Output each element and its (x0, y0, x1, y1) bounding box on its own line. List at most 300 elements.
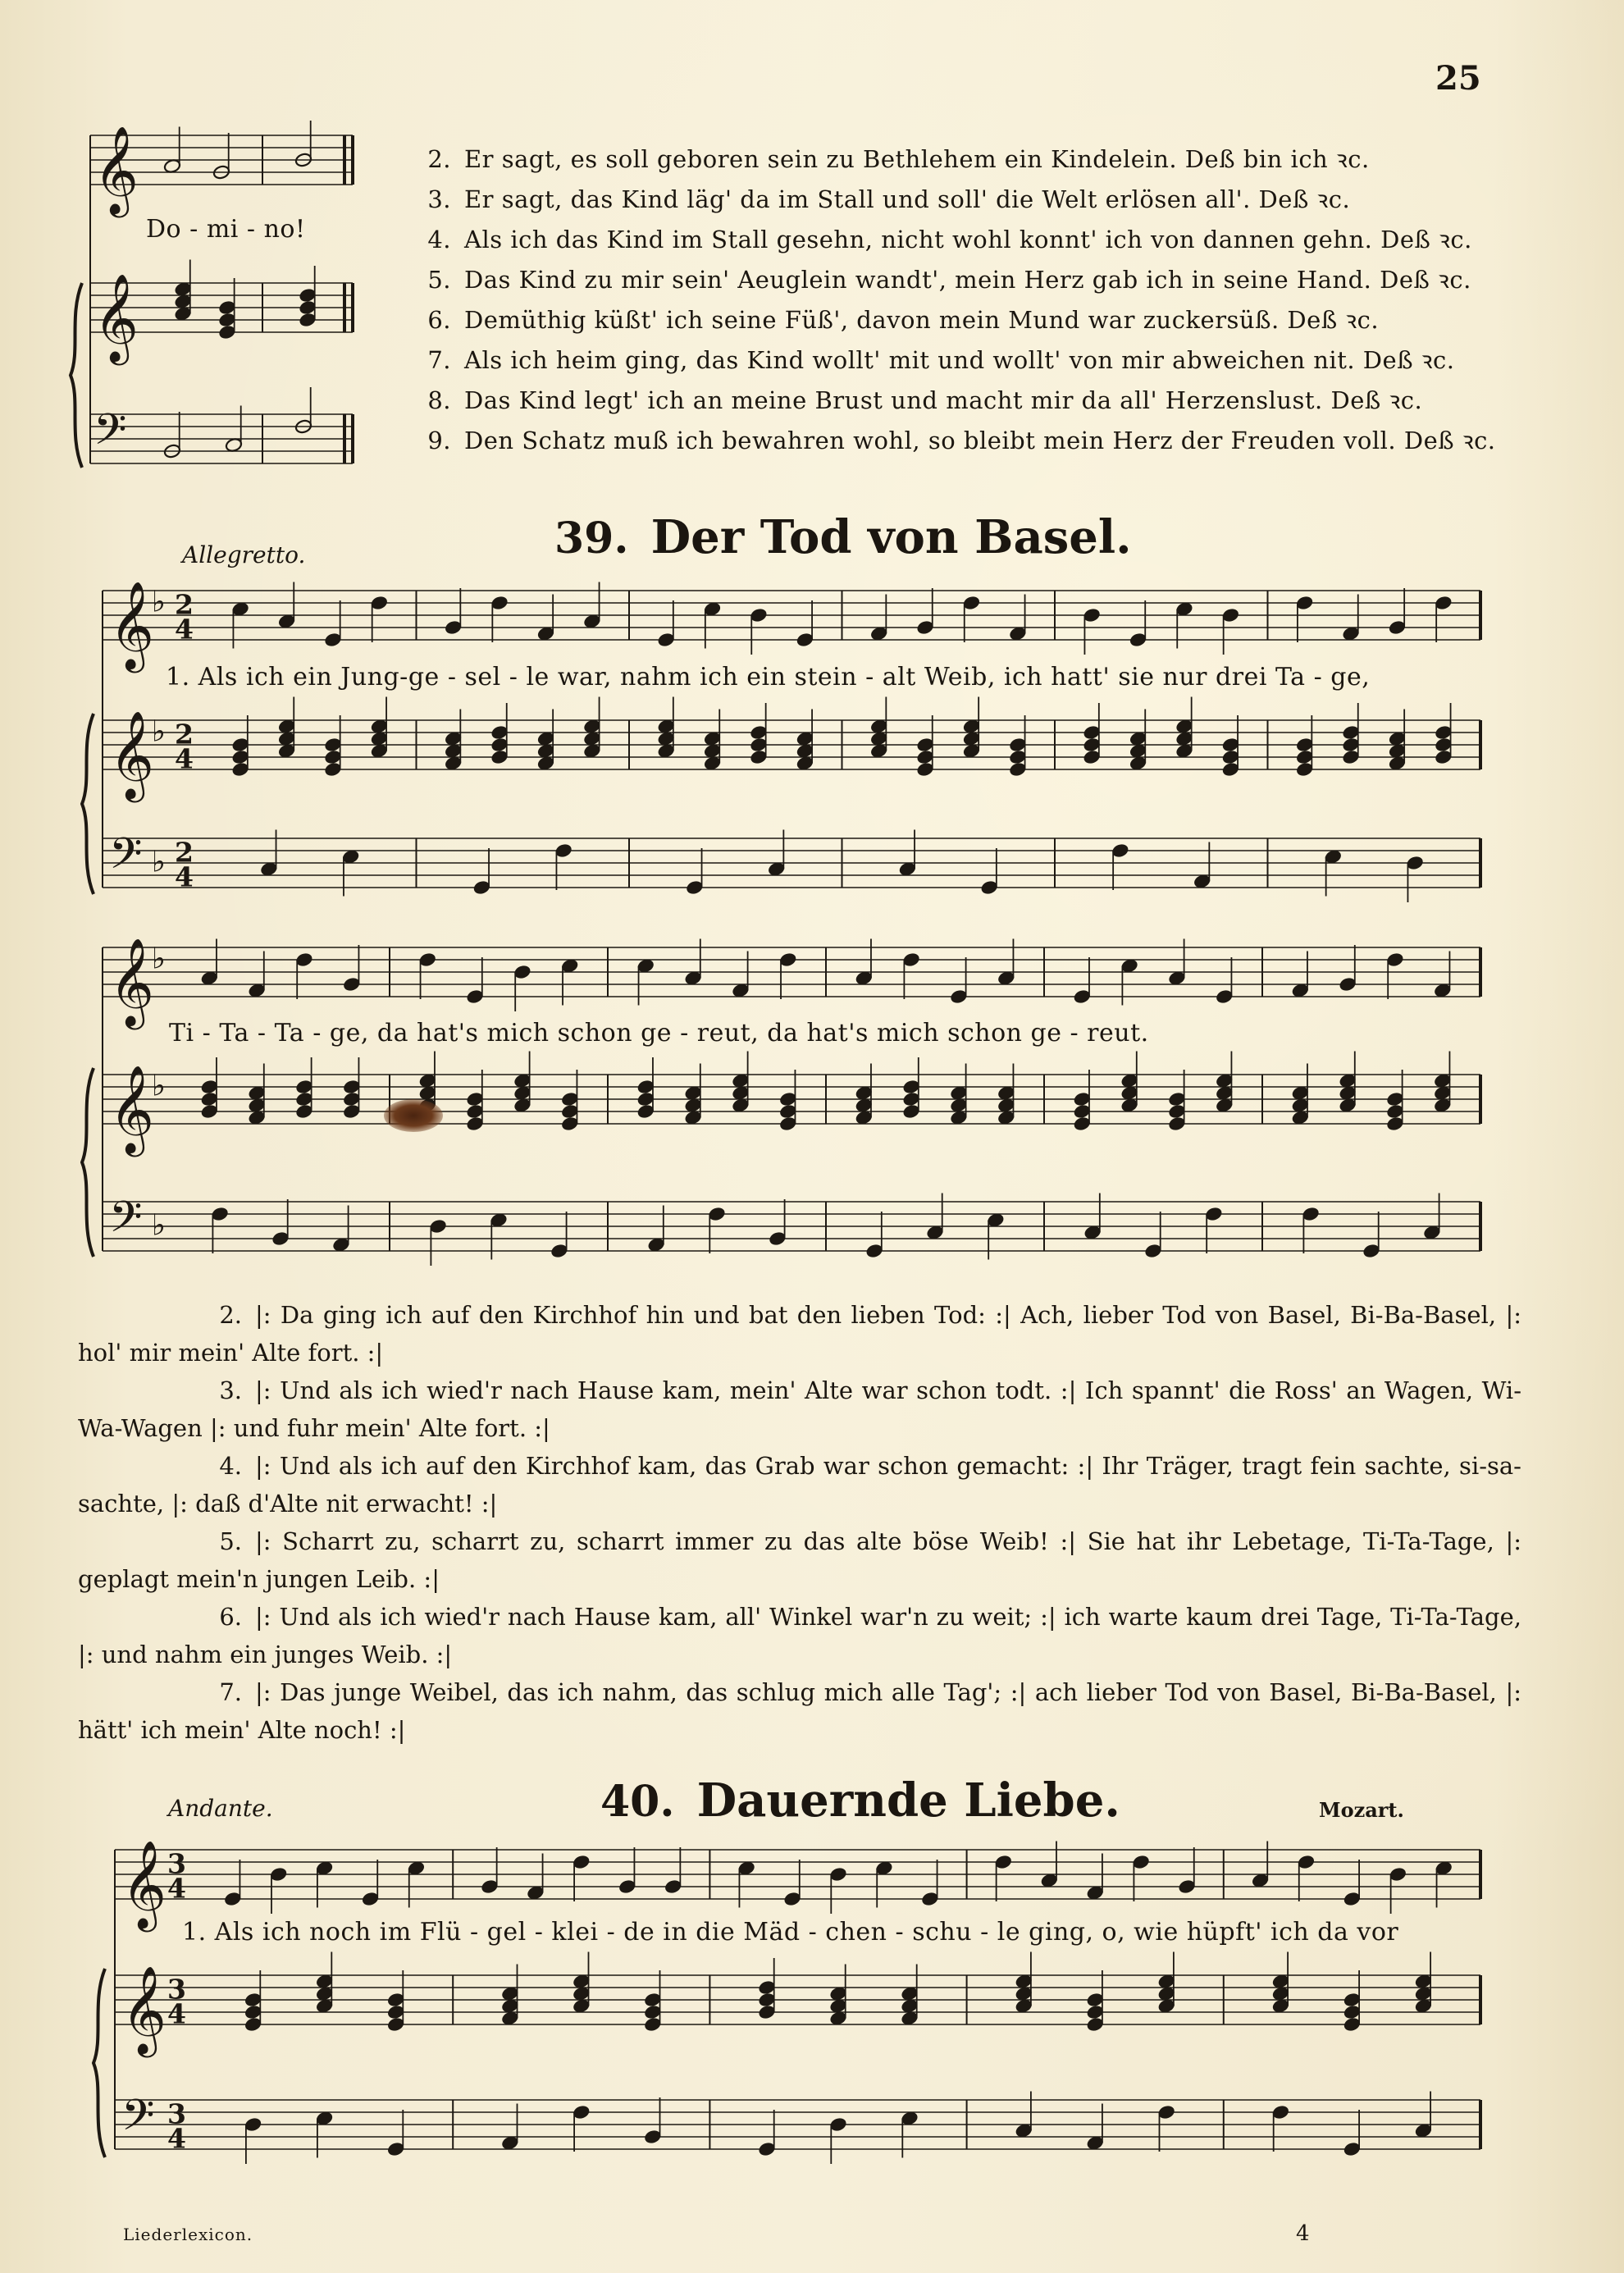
note-head (1216, 1073, 1234, 1089)
note-head (481, 1878, 499, 1894)
verse-number: 6. (427, 306, 451, 334)
note-head (583, 743, 601, 759)
note-head (769, 1230, 787, 1246)
note-head (316, 1860, 334, 1876)
note-head (561, 1116, 579, 1131)
note-head (244, 2004, 262, 2020)
note-head (1178, 1878, 1196, 1894)
stanza-text: |: Und als ich auf den Kirchhof kam, das Grab war schon gemacht: :| Ihr Träger, tragt fein sachte, si-sa-sachte, |: daß d'Alte nit erwacht! :| (78, 1452, 1521, 1518)
note-head (657, 743, 675, 759)
verse-line (410, 424, 1496, 464)
note-head (1083, 607, 1101, 623)
note-head (703, 755, 721, 771)
treble-clef-icon: 𝄞 (109, 937, 154, 1026)
brace (94, 1969, 105, 2157)
note-head (418, 1085, 436, 1101)
note-head (1221, 607, 1239, 623)
time-signature: 2 (175, 588, 194, 621)
note-head (1291, 1110, 1309, 1125)
note-head (513, 964, 531, 979)
note-head (1343, 2004, 1361, 2020)
note-head (295, 1079, 313, 1094)
stanza (78, 1372, 1521, 1447)
note-head (902, 1079, 920, 1094)
note-head (1120, 958, 1138, 974)
note-head (1414, 1998, 1432, 2014)
treble-clef-icon: 𝄞 (94, 272, 139, 362)
note-head (1168, 1116, 1186, 1131)
note-head (316, 1974, 334, 1989)
note-head (1129, 755, 1147, 771)
note-head (1362, 1243, 1380, 1258)
verse-text: Er sagt, das Kind läg' da im Stall und soll' die Welt erlösen all'. Deß ꝛc. (464, 185, 1351, 213)
note-head (1386, 1091, 1404, 1107)
note-head (1388, 755, 1406, 771)
note-head (1339, 1073, 1357, 1089)
note-head (758, 1992, 776, 2007)
note-head (1291, 983, 1309, 998)
note-head (244, 2116, 262, 2132)
flat-icon: ♭ (152, 714, 166, 749)
verse-line (410, 143, 1496, 183)
stanza (78, 1296, 1521, 1372)
note-head (1157, 1974, 1175, 1989)
note-head (1302, 1206, 1320, 1221)
note-head (1129, 632, 1147, 647)
note-head (870, 719, 888, 734)
note-head (1083, 1225, 1102, 1240)
note-head (1009, 761, 1027, 777)
page-number: 25 (1435, 59, 1481, 98)
note-head (1342, 737, 1360, 752)
note-head (174, 306, 192, 322)
note-head (644, 2016, 662, 2032)
note-head (244, 1992, 262, 2007)
note-head (1434, 1085, 1452, 1101)
note-head (277, 731, 295, 746)
note-head (779, 952, 797, 967)
note-head (1168, 1091, 1186, 1107)
note-head (211, 1206, 229, 1221)
treble-clef-icon: 𝄞 (109, 1064, 154, 1153)
flat-icon: ♭ (152, 845, 166, 879)
lyrics-line: 1. Als ich noch im Flü - gel - klei - de in die Mäd - chen - schu - le ging, o, wie hüpft' ich da vor (182, 1918, 1399, 1947)
verse-text: Er sagt, es soll geboren sein zu Bethlehem ein Kindelein. Deß bin ich ꝛc. (464, 145, 1370, 173)
note-head (1073, 1103, 1091, 1119)
paper-stain (384, 1099, 443, 1132)
note-head (513, 1073, 531, 1089)
note-head (664, 1878, 682, 1894)
flat-icon: ♭ (152, 942, 166, 976)
time-signature: 2 (175, 718, 194, 751)
stanza-text: |: Und als ich wied'r nach Hause kam, mein' Alte war schon todt. :| Ich spannt' die Ross' an Wagen, Wi-Wa-Wagen |: und fuhr mein' Alte fort. :| (78, 1376, 1521, 1442)
note-head (950, 1085, 968, 1101)
bass-clef-icon: 𝄢 (121, 2090, 155, 2151)
note-head (950, 988, 968, 1004)
note-head (686, 879, 704, 895)
note-head (324, 761, 342, 777)
note-head (901, 2011, 919, 2026)
note-head (1434, 1073, 1452, 1089)
note-head (583, 614, 601, 629)
note-head (758, 2004, 776, 2020)
note-head (370, 719, 388, 734)
note-head (1193, 874, 1211, 889)
brace (82, 1068, 94, 1257)
note-head (1009, 626, 1027, 641)
note-head (1009, 737, 1027, 752)
note-head (260, 861, 278, 877)
note-head (962, 595, 980, 610)
verse-line (410, 344, 1496, 384)
song-heading (600, 1773, 1120, 1828)
note-head (1339, 1085, 1357, 1101)
note-head (796, 731, 814, 746)
note-head (732, 1073, 750, 1089)
note-head (855, 1110, 873, 1125)
note-head (1216, 1098, 1234, 1113)
note-head (218, 324, 236, 340)
note-head (527, 1885, 545, 1901)
note-head (870, 626, 888, 641)
treble-clef-icon: 𝄞 (109, 710, 154, 799)
note-head (561, 1091, 579, 1107)
note-head (783, 1891, 801, 1906)
note-head (536, 731, 554, 746)
note-head (1386, 1103, 1404, 1119)
note-head (573, 1998, 591, 2014)
note-head (644, 2129, 662, 2144)
note-head (997, 970, 1015, 986)
note-head (490, 724, 509, 740)
verse-text: Demüthig küßt' ich seine Füß', davon mein Mund war zuckersüß. Deß ꝛc. (464, 306, 1380, 334)
note-head (583, 719, 601, 734)
stanza (78, 1522, 1521, 1598)
note-head (271, 1230, 290, 1246)
verse-number: 5. (427, 266, 451, 294)
note-head (962, 731, 980, 746)
tempo-marking: Andante. (168, 1795, 273, 1822)
note-head (1386, 1116, 1404, 1131)
song-title: Dauernde Liebe. (696, 1773, 1120, 1828)
note-head (1073, 1091, 1091, 1107)
verse-line (410, 263, 1496, 304)
note-head (1435, 724, 1453, 740)
flat-icon: ♭ (152, 1208, 166, 1243)
note-head (490, 595, 509, 610)
brace (71, 283, 82, 468)
note-head (429, 1218, 447, 1234)
note-head (618, 1878, 636, 1894)
lyrics-line: 1. Als ich ein Jung-ge - sel - le war, nahm ich ein stein - alt Weib, ich hatt' sie nur drei Ta - ge, (166, 663, 1371, 691)
note-head (1015, 1986, 1033, 2001)
note-head (997, 1085, 1015, 1101)
note-head (407, 1860, 425, 1876)
time-signature: 4 (167, 1997, 186, 2030)
note-head (466, 1103, 484, 1119)
verse-text: Als ich heim ging, das Kind wollt' mit und wollt' von mir abweichen nit. Deß ꝛc. (464, 346, 1455, 374)
note-head (684, 970, 702, 986)
verse-number: 7. (427, 346, 451, 374)
note-head (916, 619, 934, 635)
stanza (78, 1447, 1521, 1522)
verse-number: 4. (427, 226, 451, 253)
note-head (1132, 1854, 1150, 1869)
note-head (1129, 743, 1147, 759)
note-head (244, 2016, 262, 2032)
note-head (1086, 2004, 1104, 2020)
note-head (1015, 1974, 1033, 1989)
note-head (926, 1225, 944, 1240)
note-head (1221, 749, 1239, 765)
note-head (1086, 2135, 1104, 2151)
time-signature: 4 (175, 742, 194, 775)
bass-clef-icon: 𝄢 (94, 404, 127, 465)
flat-icon: ♭ (152, 1069, 166, 1103)
song-heading (554, 510, 1132, 564)
note-head (1342, 724, 1360, 740)
note-head (829, 1986, 847, 2001)
note-head (657, 632, 675, 647)
note-head (898, 861, 916, 877)
stanza-number: 6. (219, 1603, 242, 1631)
note-head (387, 2004, 405, 2020)
note-head (870, 743, 888, 759)
song-number: 39. (554, 513, 629, 564)
note-head (1291, 1085, 1309, 1101)
note-head (732, 983, 750, 998)
note-head (796, 743, 814, 759)
note-head (554, 842, 573, 858)
note-head (418, 1073, 436, 1089)
note-head (248, 1110, 266, 1125)
note-head (1083, 749, 1101, 765)
treble-clef-icon: 𝄞 (109, 580, 154, 669)
note-head (750, 724, 768, 740)
note-head (277, 614, 295, 629)
note-head (342, 849, 360, 865)
verse-line (410, 223, 1496, 263)
note-head (316, 1986, 334, 2001)
note-head (737, 1860, 755, 1876)
note-head (758, 1979, 776, 1995)
note-head (1342, 749, 1360, 765)
note-head (870, 731, 888, 746)
note-head (445, 743, 463, 759)
note-head (1175, 601, 1193, 617)
note-head (1120, 1085, 1138, 1101)
note-head (501, 2011, 519, 2026)
verse-number: 9. (427, 427, 451, 454)
note-head (324, 749, 342, 765)
stanza-text: |: Da ging ich auf den Kirchhof hin und bat den lieben Tod: :| Ach, lieber Tod von Basel, Bi-Ba-Basel, |: hol' mir mein' Alte fort. :| (78, 1301, 1521, 1367)
note-head (901, 1986, 919, 2001)
note-head (865, 1243, 883, 1258)
note-head (1324, 849, 1342, 865)
note-head (916, 749, 934, 765)
bass-clef-icon: 𝄢 (109, 828, 143, 889)
note-head (418, 952, 436, 967)
note-head (1291, 1098, 1309, 1113)
note-head (855, 970, 873, 986)
verse-line (410, 183, 1496, 223)
note-head (1009, 749, 1027, 765)
note-head (684, 1110, 702, 1125)
note-head (962, 719, 980, 734)
note-head (750, 749, 768, 765)
note-head (466, 1116, 484, 1131)
note-head (231, 749, 249, 765)
treble-clef-icon: 𝄞 (121, 1839, 167, 1928)
note-head (684, 1085, 702, 1101)
note-head (779, 1103, 797, 1119)
time-signature: 4 (175, 613, 194, 646)
note-head (703, 743, 721, 759)
note-head (163, 158, 181, 174)
note-head (1414, 1974, 1432, 1989)
note-head (490, 737, 509, 752)
note-head (343, 1091, 361, 1107)
note-head (248, 983, 266, 998)
note-head (370, 595, 388, 610)
note-head (1297, 1854, 1315, 1869)
note-head (1435, 595, 1453, 610)
note-head (270, 1866, 288, 1882)
note-head (1343, 2141, 1361, 2157)
note-head (218, 312, 236, 327)
verse-text: Das Kind legt' ich an meine Brust und macht mir da all' Herzenslust. Deß ꝛc. (464, 386, 1423, 414)
note-head (1296, 737, 1314, 752)
note-head (1339, 1098, 1357, 1113)
verse-number: 8. (427, 386, 451, 414)
note-head (962, 743, 980, 759)
note-head (200, 1103, 218, 1119)
note-head (1205, 1206, 1223, 1221)
note-head (684, 1098, 702, 1113)
note-head (1435, 737, 1453, 752)
stanza-text: |: Und als ich wied'r nach Hause kam, all' Winkel war'n zu weit; :| ich warte kaum drei Tage, Ti-Ta-Tage, |: und nahm ein junges Weib. :| (78, 1603, 1521, 1668)
note-head (1251, 1873, 1269, 1888)
note-head (225, 437, 243, 453)
note-head (248, 1098, 266, 1113)
bass-clef-icon: 𝄢 (109, 1192, 143, 1253)
note-head (343, 1079, 361, 1094)
time-signature: 4 (175, 860, 194, 893)
note-head (994, 1854, 1012, 1869)
note-head (1296, 761, 1314, 777)
note-head (636, 958, 655, 974)
time-signature: 3 (167, 1973, 186, 2006)
note-head (490, 1212, 508, 1228)
time-signature: 4 (167, 2122, 186, 2155)
composer-credit: Mozart. (1319, 1798, 1404, 1822)
note-head (490, 749, 509, 765)
note-head (779, 1091, 797, 1107)
note-head (1120, 1098, 1138, 1113)
note-head (768, 861, 786, 877)
note-head (316, 1998, 334, 2014)
note-head (950, 1110, 968, 1125)
note-head (277, 719, 295, 734)
note-head (779, 1116, 797, 1131)
note-head (501, 2135, 519, 2151)
top-verses (410, 143, 1496, 464)
note-head (370, 743, 388, 759)
note-head (1271, 1998, 1289, 2014)
note-head (644, 1992, 662, 2007)
note-head (758, 2141, 776, 2157)
note-head (1296, 749, 1314, 765)
note-head (1157, 1986, 1175, 2001)
note-head (1083, 737, 1101, 752)
note-head (299, 299, 317, 315)
stanza-number: 5. (219, 1527, 242, 1555)
note-head (299, 312, 317, 327)
note-head (200, 1079, 218, 1094)
note-head (1386, 952, 1404, 967)
song-title: Der Tod von Basel. (650, 510, 1132, 564)
verse-text: Als ich das Kind im Stall gesehn, nicht wohl konnt' ich von dannen gehn. Deß ꝛc. (464, 226, 1472, 253)
note-head (573, 2104, 591, 2120)
note-head (1339, 976, 1357, 992)
treble-clef-icon: 𝄞 (121, 1965, 167, 2054)
stanza-text: |: Das junge Weibel, das ich nahm, das schlug mich alle Tag'; :| ach lieber Tod von Basel, Bi-Ba-Basel, |: hätt' ich mein' Alte noch! :| (78, 1678, 1521, 1744)
note-head (1221, 761, 1239, 777)
note-head (466, 1091, 484, 1107)
note-head (855, 1098, 873, 1113)
note-head (750, 607, 768, 623)
note-head (1015, 1998, 1033, 2014)
note-head (732, 1098, 750, 1113)
note-head (987, 1212, 1005, 1228)
verse-text: Das Kind zu mir sein' Aeuglein wandt', mein Herz gab ich in seine Hand. Deß ꝛc. (464, 266, 1471, 294)
note-head (921, 1891, 939, 1906)
stanza-text: |: Scharrt zu, scharrt zu, scharrt immer zu das alte böse Weib! :| Sie hat ihr Lebetage, Ti-Ta-Tage, |: geplagt mein'n jungen Leib. :| (78, 1527, 1521, 1593)
note-head (573, 1854, 591, 1869)
note-head (370, 731, 388, 746)
note-head (387, 2016, 405, 2032)
song-number: 40. (600, 1777, 675, 1827)
note-head (343, 976, 361, 992)
note-head (796, 755, 814, 771)
note-head (295, 1091, 313, 1107)
note-head (657, 719, 675, 734)
note-head (997, 1110, 1015, 1125)
note-head (708, 1206, 726, 1221)
note-head (536, 755, 554, 771)
note-head (536, 743, 554, 759)
top-lyric: Do - mi - no! (146, 215, 306, 244)
note-head (324, 737, 342, 752)
note-head (248, 1085, 266, 1101)
note-head (980, 879, 998, 895)
note-head (1271, 1986, 1289, 2001)
note-head (1175, 731, 1193, 746)
note-head (1414, 1986, 1432, 2001)
verse-line (410, 384, 1496, 424)
verse-number: 3. (427, 185, 451, 213)
note-head (916, 761, 934, 777)
note-head (636, 1079, 655, 1094)
note-head (316, 2111, 334, 2126)
note-head (218, 299, 236, 315)
time-signature: 3 (167, 2097, 186, 2130)
stanza (78, 1673, 1521, 1749)
note-head (636, 1103, 655, 1119)
time-signature: 3 (167, 1847, 186, 1880)
stanza-number: 4. (219, 1452, 242, 1480)
note-head (1343, 1891, 1361, 1906)
